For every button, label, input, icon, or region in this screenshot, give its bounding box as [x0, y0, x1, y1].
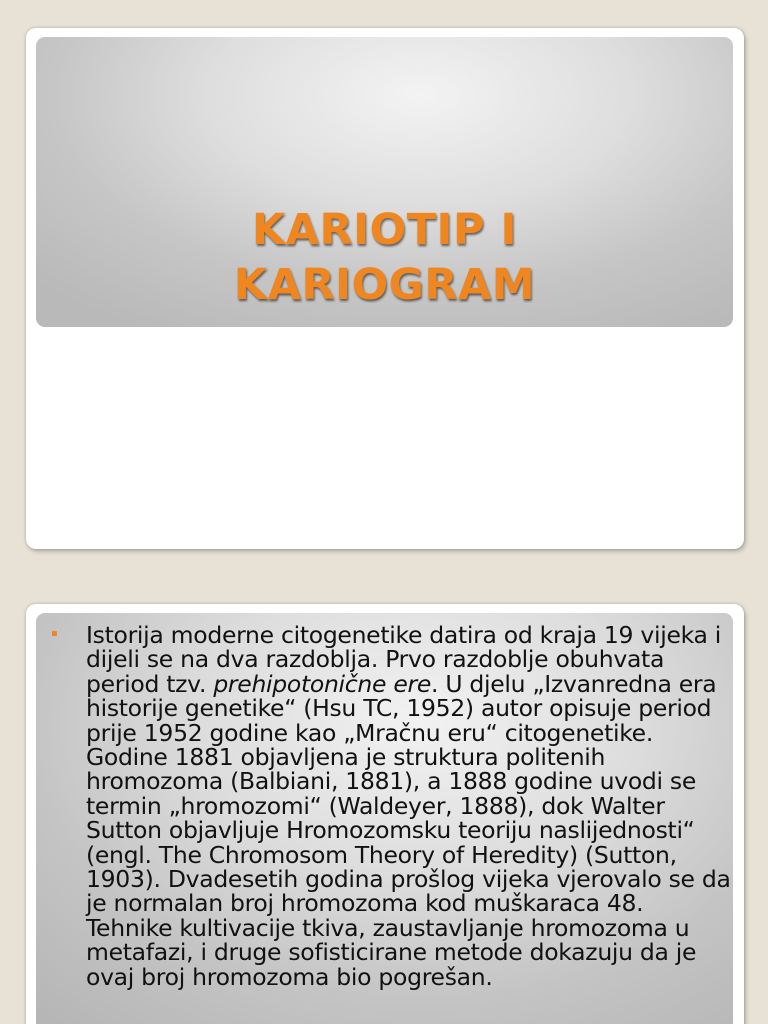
- paragraph-text-2: . U djelu „Izvanredna era historije genetike“ (Hsu TC, 1952) autor opisuje period prije 1952 godine kao „Mračnu eru“ citogenetike. Godine 1881 objavljena je struktura politenih hromozoma (Balbiani, 1881), a 1888 godine uvodi se termin „hromozomi“ (Waldeyer, 1888), dok Walter Sutton objavljuje Hromozomsku teoriju naslijednosti“ (engl. The Chromosom Theory of Heredity) (Sutton, 1903). Dvadesetih godina prošlog vijeka vjerovalo se da je normalan broj hromozoma kod muškaraca 48. Tehnike kultivacije tkiva, zaustavljanje hromozoma u metafazi, i druge sofisticirane metode dokazuju da je ovaj broj hromozoma bio pogrešan.: [86, 669, 731, 991]
- bullet-paragraph: [86, 623, 731, 989]
- paragraph-italic-term: prehipotonične ere: [213, 669, 432, 698]
- title-line-2: KARIOGRAM: [233, 260, 536, 310]
- slide-2: [26, 604, 744, 1024]
- title-line-1: KARIOTIP I: [251, 205, 518, 255]
- title-panel: [36, 37, 733, 327]
- paragraph-text-1: Istorija moderne citogenetike datira od kraja 19 vijeka i dijeli se na dva razdoblja. Prvo razdoblje obuhvata period tzv.: [86, 621, 722, 698]
- bullet-icon: [52, 631, 57, 636]
- content-panel: [36, 613, 733, 1024]
- slide-title: [36, 203, 733, 313]
- slide-1: [26, 28, 744, 549]
